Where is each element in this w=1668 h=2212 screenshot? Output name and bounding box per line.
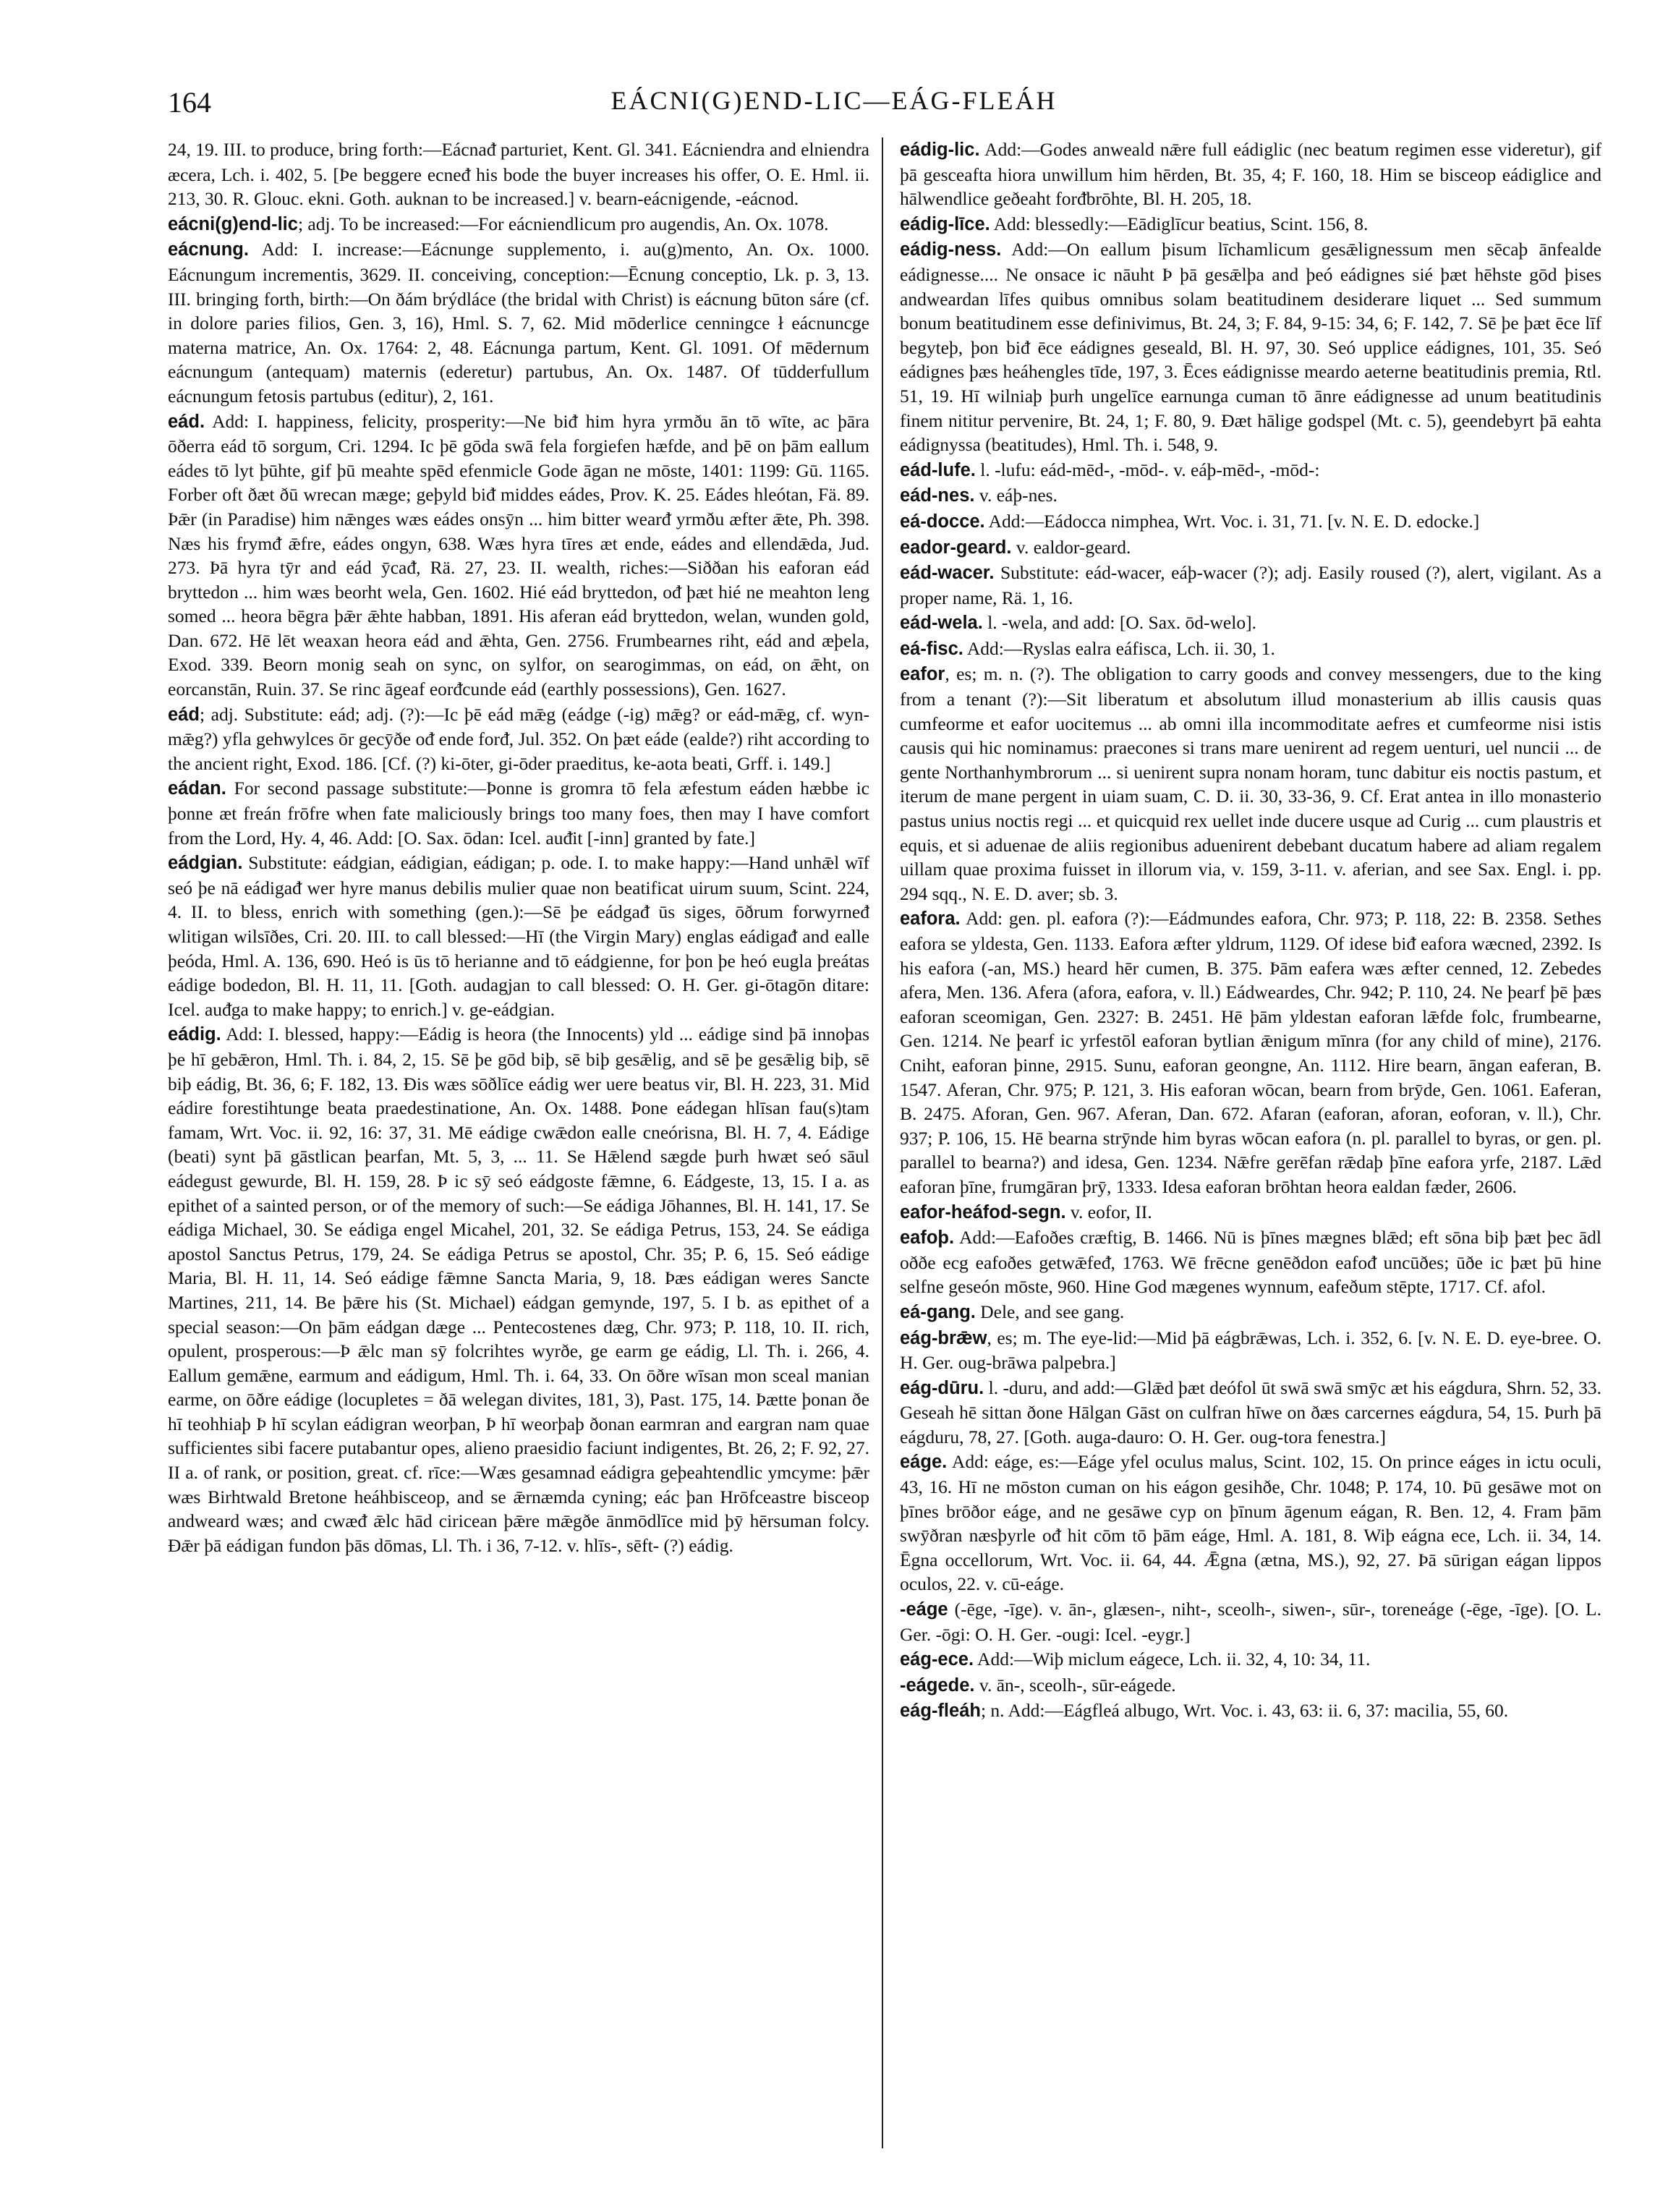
entry bbox=[900, 1647, 1601, 1672]
entry-headword: eácni(g)end-lic bbox=[168, 213, 298, 234]
entry-headword: eág-dūru. bbox=[900, 1377, 984, 1398]
entry-headword: eád-wela. bbox=[900, 613, 983, 634]
entry-text: Add:—Ryslas ealra eáfisca, Lch. ii. 30, 1. bbox=[966, 637, 1275, 659]
entry-text: Add:—Eádocca nimphea, Wrt. Voc. i. 31, 71. [v. N. E. D. edocke.] bbox=[988, 510, 1480, 532]
entry-text: Add:—On eallum þisum līchamlicum gesǣlignessum men sēcaþ ānfealde eádignesse.... Ne onsace ic nāuht Þ þā gesǣlþa and þeó eádignes sié þæt hēhste gōd þises andweardan līfes quibus omnibus solam beatitudinem desiderare liquet ... Sed summum bonum beatitudinem esse definivimus, Bt. 24, 3; F. 84, 9-15: 34, 6; F. 142, 7. Sē þe þæt ēce līf begyteþ, þon biᵭ ēce eádignes geseald, Bl. H. 97, 30. Seó upplice eádignes, 101, 35. Seó eádignes þæs heáhengles tīde, 197, 3. Ēces eádignisse meardo aeterne beatitudinis premia, Rtl. 51, 19. Hī wilniaþ þurh ungelīce earnunga cuman tō ānre eádignesse ad unum beatitudinis finem nititur pervenire, Bt. 24, 1; F. 80, 9. Ðæt hālige godspel (Mt. c. 5), geendebyrt þā eahta eádignyssa (beatitudes), Hml. Th. i. 548, 9. bbox=[900, 239, 1601, 456]
entry-text: v. eofor, II. bbox=[1070, 1201, 1152, 1222]
entry-text: ; n. Add:—Eágfleá albugo, Wrt. Voc. i. 43, 63: ii. 6, 37: macilia, 55, 60. bbox=[980, 1700, 1509, 1722]
entry bbox=[168, 776, 869, 850]
entry bbox=[168, 851, 869, 1021]
entry-text: Add: gen. pl. eafora (?):—Eádmundes eafora, Chr. 973; P. 118, 22: B. 2358. Sethes eafora se yldesta, Gen. 1133. Eafora æfter yldrum, 1129. Of idese biᵭ eafora wæcned, 2392. Is his eafora (-an, MS.) heard hēr cumen, B. 375. Þām eafera wæs æfter cenned, 12. Zebedes afera, Men. 136. Afera (afora, eafora, v. ll.) Eádweardes, Chr. 942; P. 110, 24. Ne þearf þē þæs eaforan sceomigan, Gen. 2327: B. 2451. Hē þām yldestan eaforan lǣfde folc, frumbearne, Gen. 1214. Ne þearf ic yrfestōl eaforan bytlian ǣnigum mīnra (for any child of mine), 2176. Cniht, eaforan þinne, 2915. Sunu, eaforan geongne, An. 1112. Hire bearn, āngan eaferan, B. 1547. Aferan, Chr. 975; P. 121, 3. His eaforan wōcan, bearn from brȳde, Gen. 1061. Eaferan, B. 2475. Aforan, Gen. 967. Aferan, Dan. 672. Afaran (eaforan, aforan, eoforan, v. ll.), Chr. 937; P. 106, 15. Hē bearna strȳnde him byras wōcan eafora (n. pl. parallel to byras, or gen. pl. parallel to bearna?) and idesa, Gen. 1234. Nǣfre gerēfan rǣdaþ þīne eafora yrfe, 2187. Lǣd eaforan þīne, frumgāran þrȳ, 1333. Idesa eaforan brōhtan heora ealdan fæder, 2606. bbox=[900, 908, 1601, 1197]
right-column bbox=[900, 137, 1601, 2148]
entry-headword: eádig-lic. bbox=[900, 140, 980, 160]
entry bbox=[900, 212, 1601, 237]
entry-headword: eág-brǣw bbox=[900, 1327, 987, 1348]
entry bbox=[900, 561, 1601, 610]
entry-headword: eáge. bbox=[900, 1452, 948, 1473]
entry-headword: eádig-ness. bbox=[900, 239, 1002, 260]
entry-headword: eág-ece. bbox=[900, 1649, 974, 1670]
entry bbox=[168, 212, 869, 237]
entry-text: , es; m. n. (?). The obligation to carry goods and convey messengers, due to the king from a tenant (?):—Sit liberatum et absolutum illud monasterium ab illis causis quas cumfeorme et eafor uocitemus ... ab omni illa incommoditate aefres et cumfeorme nisi istis causis qui hic nominamus: praecones si trans mare uenirent ad regem uenturi, uel nuncii ... de gente Northanhymbrorum ... si uenirent supra nonam horam, tunc dabitur eis noctis pastum, et iterum de mane pergent in uiam suam, C. D. ii. 30, 33-36, 9. Cf. Erat antea in illo monasterio pastus unius noctis regi ... et quicquid rex uellet inde ducere usque ad Curig ... cum plaustris et equis, et si aduenae de aliis regionibus aduenirent debebant ducatum habere ad aliam regalem uillam quae proxima fuisset in illorum via, v. 159, 3-11. v. aferian, and see Sax. Engl. i. pp. 294 sqq., N. E. D. aver; sb. 3. bbox=[900, 663, 1601, 904]
entry-headword: eá-gang. bbox=[900, 1301, 976, 1322]
entry-headword: -eágede. bbox=[900, 1675, 975, 1696]
entry bbox=[900, 637, 1601, 662]
entry-headword: eád-wacer. bbox=[900, 563, 995, 584]
entry-text: Add: I. happiness, felicity, prosperity:—Ne biᵭ him hyra yrmðu ān tō wīte, ac þāra ōðerra eád tō sorgum, Cri. 1294. Ic þē gōda swā fela forgiefen hæfde, and þē on þām eallum eádes tō lyt þūhte, gif þū meahte spēd efenmicle Gode āgan ne mōste, 1401: 1199: Gū. 1165. Forber oft ðæt ðū wrecan mæge; geþyld biᵭ middes eádes, Prov. K. 25. Eádes hleótan, Fä. 89. Þǣr (in Paradise) him nǣnges wæs eádes onsȳn ... him bitter wearᵭ yrmðu æfter ǣte, Ph. 398. Næs his frymᵭ ǣfre, eádes ongyn, 638. Wæs hyra tīres æt ende, eádes and ellendǣda, Jud. 273. Þā hyra tȳr and eád ȳcaᵭ, Rä. 27, 23. II. wealth, riches:—Siððan his eaforan eád bryttedon ... him wæs beorht wela, Gen. 1602. Hié eád bryttedon, oᵭ þæt hié ne meahton leng somed ... heora bēgra þǣr ǣhte habban, 1891. His aferan eád bryttedon, welan, wunden gold, Dan. 672. Hē lēt weaxan heora eád and ǣhta, Gen. 2756. Frumbearnes riht, eád and æþela, Exod. 339. Beorn monig seah on sync, on sylfor, on searogimmas, on eád, on ǣht, on eorcanstān, Ruin. 37. Se rinc āgeaf eorᵭcunde eád (earthly possessions), Gen. 1627. bbox=[168, 410, 869, 700]
entry-headword: eácnung. bbox=[168, 239, 249, 260]
entry bbox=[900, 1698, 1601, 1724]
entry-headword: eádig-līce. bbox=[900, 213, 990, 234]
entry-text: l. -lufu: eád-mēd-, -mōd-. v. eáþ-mēd-, -mōd-: bbox=[980, 459, 1320, 480]
entry bbox=[900, 1597, 1601, 1646]
entry-text: v. ealdor-geard. bbox=[1016, 536, 1131, 558]
entry-text: Add:—Wiþ miclum eágece, Lch. ii. 32, 4, 10: 34, 11. bbox=[977, 1649, 1371, 1670]
entry-text: Add: eáge, es:—Eáge yfel oculus malus, Scint. 102, 15. On prince eáges in ictu oculi, 43, 16. Hī ne mōston cuman on his eágon gesihðe, Chr. 1048; P. 174, 10. Þū gesāwe mot on þīnes brōðor eáge, and ne gesāwe cyp on þīnum āgenum eágan, R. Ben. 12, 4. Fram þām swȳðran næsþyrle oᵭ hit cōm tō þām eáge, Hml. A. 181, 8. Wiþ eágna ece, Lch. ii. 34, 14. Ēgna occellorum, Wrt. Voc. ii. 64, 44. Ǣgna (ætna, MS.), 92, 27. Þā sūrigan eágan lippos oculos, 22. v. cū-eáge. bbox=[900, 1451, 1601, 1595]
entry bbox=[900, 458, 1601, 483]
entry-text: (-ēge, -īge). v. ān-, glæsen-, niht-, sceolh-, siwen-, sūr-, toreneáge (-ēge, -īge). [O. L. Ger. -ōgi: O. H. Ger. -ougi: Icel. -eygr.] bbox=[900, 1599, 1601, 1645]
entry bbox=[900, 1326, 1601, 1375]
entry-headword: -eáge bbox=[900, 1599, 948, 1620]
entry-text: Add: blessedly:—Eādiglīcur beatius, Scint. 156, 8. bbox=[993, 213, 1369, 234]
entry bbox=[900, 662, 1601, 906]
entry bbox=[900, 1376, 1601, 1450]
entry-headword: eád-lufe. bbox=[900, 459, 976, 480]
entry bbox=[168, 237, 869, 408]
entry-text: 24, 19. III. to produce, bring forth:—Eácnaᵭ parturiet, Kent. Gl. 341. Eácniendra and elniendra æcera, Lch. i. 402, 5. [Þe beggere ecneᵭ his bode the buyer increases his offer, O. E. Hml. ii. 213, 30. R. Glouc. ekni. Goth. auknan to be increased.] v. bearn-eácnigende, -eácnod. bbox=[168, 139, 869, 210]
entry bbox=[900, 1200, 1601, 1225]
entry-headword: eafor-heáfod-segn. bbox=[900, 1201, 1066, 1222]
entry-headword: eafoþ. bbox=[900, 1228, 955, 1248]
entry-headword: eador-geard. bbox=[900, 537, 1012, 558]
entry-headword: eádig. bbox=[168, 1024, 221, 1045]
entry-text: v. eáþ-nes. bbox=[979, 485, 1058, 506]
entry-text: l. -wela, and add: [O. Sax. ōd-welo]. bbox=[987, 612, 1256, 634]
entry bbox=[900, 237, 1601, 456]
entry bbox=[168, 702, 869, 776]
entry-text: l. -duru, and add:—Glǣd þæt deófol ūt swā swā smȳc æt his eágdura, Shrn. 52, 33. Geseah hē sittan ðone Hālgan Gāst on culfran hīwe on ðæs carcernes eágdura, 54, 15. Þurh þā eágduru, 78, 27. [Goth. auga-dauro: O. H. Ger. oug-tora fenestra.] bbox=[900, 1377, 1601, 1447]
entry-headword: eád bbox=[168, 704, 200, 725]
column-divider bbox=[882, 137, 883, 2148]
entry-text: v. ān-, sceolh-, sūr-eágede. bbox=[979, 1674, 1176, 1696]
entry-text: ; adj. To be increased:—For eácniendlicum pro augendis, An. Ox. 1078. bbox=[297, 213, 829, 234]
entry bbox=[900, 1673, 1601, 1698]
entry-headword: eádan. bbox=[168, 778, 226, 799]
entry bbox=[168, 1022, 869, 1557]
left-column bbox=[168, 137, 869, 2148]
entry bbox=[900, 1225, 1601, 1299]
entry-headword: eád-nes. bbox=[900, 485, 975, 506]
entry bbox=[900, 611, 1601, 636]
entry bbox=[168, 137, 869, 211]
entry-text: Dele, and see gang. bbox=[980, 1301, 1125, 1322]
entry-headword: eá-docce. bbox=[900, 511, 985, 532]
entry-text: Add: I. increase:—Eácnunge supplemento, i. au(g)mento, An. Ox. 1000. Eácnungum incrementis, 3629. II. conceiving, conception:—Ēcnung conceptio, Lk. p. 3, 13. III. bringing forth, birth:—On ðám brýdláce (the bridal with Christ) is eácnung būton sáre (cf. in dolore paries filios, Gen. 3, 16), Hml. S. 7, 62. Mid mōderlice cenningce ł eácnuncge materna matrice, An. Ox. 1764: 2, 48. Eácnunga partum, Kent. Gl. 1091. Of mēdernum eácnungum (antequam) maternis (ederetur) partubus, An. Ox. 1487. Of tūdderfullum eácnungum fetosis partubus (editur), 2, 161. bbox=[168, 239, 869, 407]
entry bbox=[900, 483, 1601, 509]
entry bbox=[900, 906, 1601, 1199]
entry bbox=[900, 535, 1601, 561]
entry-headword: eág-fleáh bbox=[900, 1701, 981, 1722]
entry bbox=[168, 409, 869, 702]
entry-headword: eádgian. bbox=[168, 853, 243, 874]
running-title: EÁCNI(G)END-LIC—EÁG-FLEÁH bbox=[610, 86, 1058, 115]
entry bbox=[900, 1450, 1601, 1596]
entry-text: For second passage substitute:—Þonne is gromra tō fela æfestum eáden hæbbe ic þonne æt freán frōfre when fate maliciously brings too many foes, then may I have comfort from the Lord, Hy. 4, 46. Add: [O. Sax. ōdan: Icel. auᵭit [-inn] granted by fate.] bbox=[168, 778, 869, 848]
entry-headword: eá-fisc. bbox=[900, 638, 963, 659]
entry bbox=[900, 1300, 1601, 1325]
entry-text: Substitute: eád-wacer, eáþ-wacer (?); adj. Easily roused (?), alert, vigilant. As a proper name, Rä. 1, 16. bbox=[900, 562, 1601, 608]
page-number: 164 bbox=[168, 86, 211, 119]
entry-text: Add: I. blessed, happy:—Eádig is heora (the Innocents) yld ... eádige sind þā innoþas þe hī gebǣron, Hml. Th. i. 84, 2, 15. Sē þe gōd biþ, sē biþ gesǣlig, and sē þe gesǣlig biþ, sē biþ eádig, Bt. 36, 6; F. 182, 13. Ðis wæs sōðlīce eádig wer uere beatus vir, Bl. H. 223, 31. Mid eádire forestihtunge beata praedestinatione, An. Ox. 1488. Þone eádegan hlīsan fau(s)tam famam, Wrt. Voc. ii. 92, 16: 37, 31. Mē eádige cwǣdon ealle cneórisna, Bl. H. 7, 4. Eádige (beati) synt þā gāstlican þearfan, Mt. 5, 3, ... 11. Se Hǣlend sægde þurh hwæt seó sāul eádegust gewurde, Bl. H. 159, 28. Þ ic sȳ seó eádgoste fǣmne, 6. Eádgeste, 13, 15. I a. as epithet of a sainted person, or of the memory of such:—Se eádiga Jōhannes, Bl. H. 141, 17. Se eádiga Michael, 30. Se eádiga engel Micahel, 201, 32. Se eádiga Petrus, 153, 24. Se eádiga apostol Sanctus Petrus, 179, 24. Se eádiga Petrus se apostol, Chr. 35; P. 6, 15. Seó eádige Maria, Bl. H. 11, 14. Seó eádige fǣmne Sancta Maria, 9, 18. Þæs eádigan weres Sancte Martines, 211, 14. Be þǣre his (St. Michael) eádgan gemynde, 197, 5. I b. as epithet of a special season:—On þām eádgan dæge ... Pentecostenes dæg, Chr. 973; P. 118, 10. II. rich, opulent, prosperous:—Þ ǣlc man sȳ folcrihtes wyrðe, ge earm ge eádig, Ll. Th. i. 266, 4. Eallum gemǣne, earmum and eádigum, Hml. Th. i. 64, 33. On ōðre wīsan mon sceal manian earme, on ōðre eádige (locupletes = ðā welegan divites, 181, 3), Past. 175, 14. Þætte þonan ðe hī teohhiaþ Þ hī scylan eádigran weorþan, Þ hī weorþaþ ðonan earmran and eargran nam quae sufficientes sibi facere putabantur opes, alieno praesidio faciunt indigentes, Bt. 26, 2; F. 92, 27. II a. of rank, or position, great. cf. rīce:—Wæs gesamnad eádigra geþeahtendlic ymcyme: þǣr wæs Birhtwald Bretone heáhbisceop, and se ǣrnæmda cyning; eác þan Hrōfceastre bisceop andweard wæs; and cwæᵭ ǣlc hād ciricean þǣre mǣgðe ānmōdlīce mid þȳ hērsuman folcy. Ðǣr þā eádigan fundon þās dōmas, Ll. Th. i 36, 7-12. v. hlīs-, sēft- (?) eádig. bbox=[168, 1024, 869, 1556]
entry bbox=[900, 509, 1601, 535]
entry-text: Add:—Eafoðes cræftig, B. 1466. Nū is þīnes mægnes blǣd; eft sōna biþ þæt þec ādl oððe ecg eafoðes getwǣfeᵭ, 1763. Wē frēcne genēðdon eafoᵭ uncūðes; ūðe ic þæt þū hine selfne geseón mōste, 960. Hine God mægenes wynnum, eafeðum stēpte, 1717. Cf. afol. bbox=[900, 1227, 1601, 1298]
entry-text: , es; m. The eye-lid:—Mid þā eágbrǣwas, Lch. i. 352, 6. [v. N. E. D. eye-bree. O. H. Ger. oug-brāwa palpebra.] bbox=[900, 1327, 1601, 1374]
entry-text: ; adj. Substitute: eád; adj. (?):—Ic þē eád mǣg (eádge (-ig) mǣg? or eád-mǣg, cf. wyn-mǣg?) yfla gehwylces ōr gecȳðe oᵭ ende forᵭ, Jul. 352. On þæt eáde (ealde?) riht according to the ancient right, Exod. 186. [Cf. (?) ki-ōter, gi-ōder praeditus, ke-aota beati, Grff. i. 149.] bbox=[168, 703, 869, 774]
entry-text: Substitute: eádgian, eádigian, eádigan; p. ode. I. to make happy:—Hand unhǣl wīf seó þe nā eádigaᵭ wer hyre manus debilis mulier quae non beatificat uirum suum, Scint. 224, 4. II. to bless, enrich with something (gen.):—Sē þe eádgaᵭ ūs siges, ōðrum forwyrneᵭ wlitigan wilsīðes, Cri. 20. III. to call blessed:—Hī (the Virgin Mary) englas eádigaᵭ and ealle þeóda, Hml. A. 136, 690. Heó is ūs tō herianne and tō eádgienne, for þon þe heó eugla þreátas eádige bodedon, Bl. H. 11, 11. [Goth. audagjan to call blessed: O. H. Ger. gi-ōtagōn ditare: Icel. auᵭga to make happy; to enrich.] v. ge-eádgian. bbox=[168, 852, 869, 1020]
entry bbox=[900, 137, 1601, 211]
entry-text: Add:—Godes anweald nǣre full eádiglic (nec beatum regimen esse videretur), gif þā gesceafta hiora unwillum him hērden, Bt. 35, 4; F. 160, 18. Him se bisceop eádiglice and hālwendlice geðeaht forᵭbrōhte, Bl. H. 205, 18. bbox=[900, 139, 1601, 210]
entry-headword: eafora. bbox=[900, 909, 961, 930]
entry-headword: eád. bbox=[168, 411, 205, 432]
entry-headword: eafor bbox=[900, 664, 945, 685]
